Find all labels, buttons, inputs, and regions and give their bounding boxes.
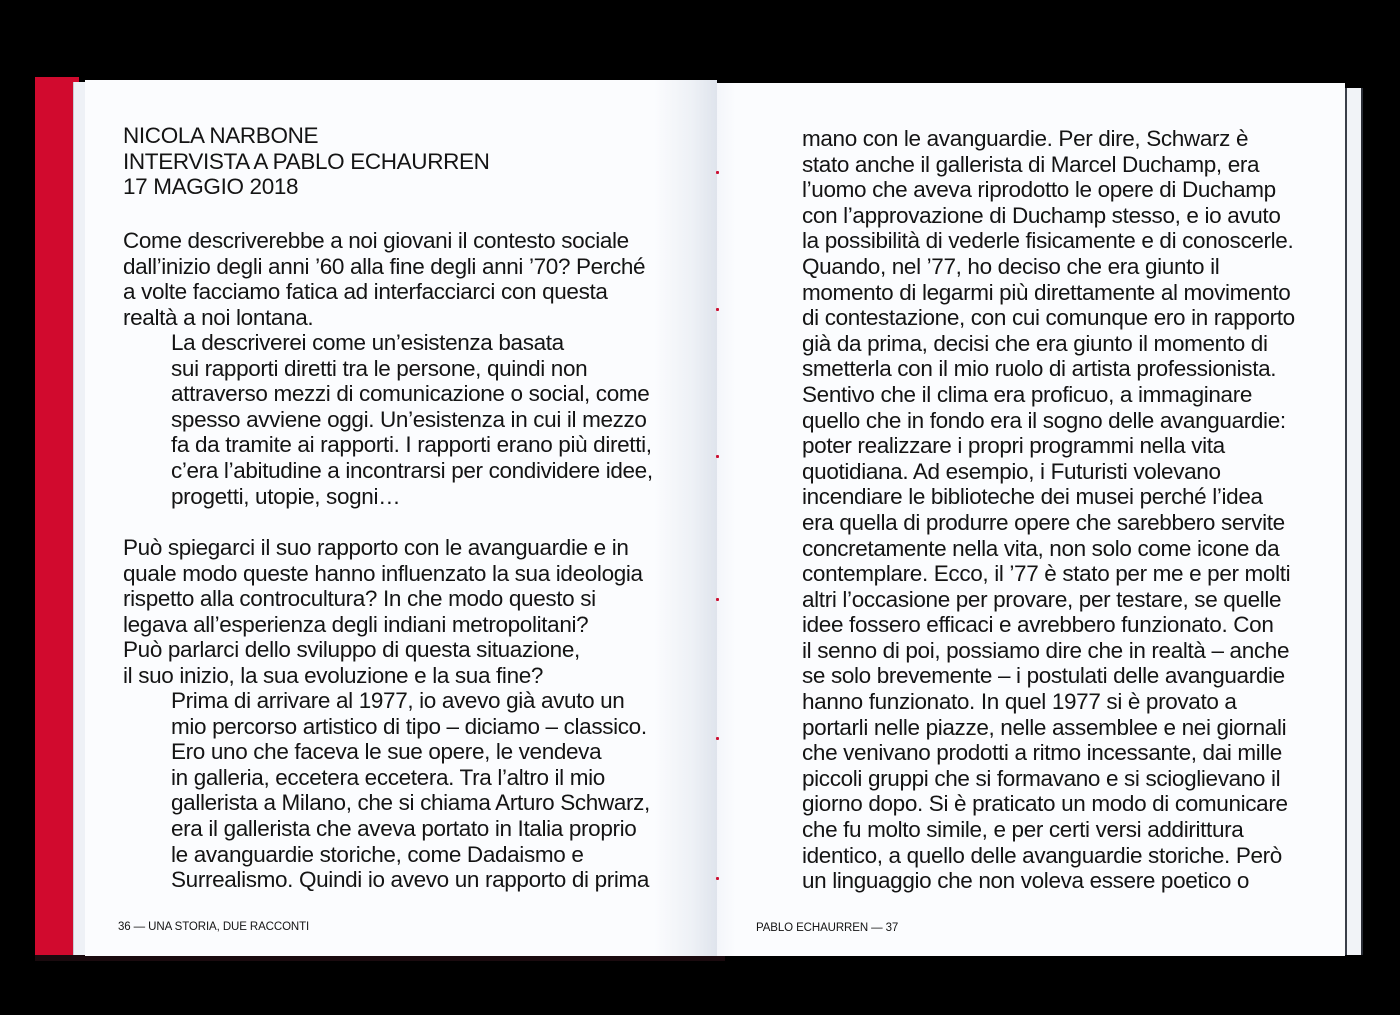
answer-line: Surrealismo. Quindi io avevo un rapporto di prima	[171, 867, 650, 893]
interview-header	[123, 123, 490, 200]
left-folio: 36 — UNA STORIA, DUE RACCONTI	[118, 921, 310, 933]
body-line: un linguaggio che non voleva essere poetico o	[802, 868, 1250, 894]
binding-stitch	[716, 171, 719, 174]
header-date: 17 MAGGIO 2018	[123, 174, 299, 200]
body-line: stato anche il gallerista di Marcel Duchamp, era	[802, 151, 1260, 177]
question-line: realtà a noi lontana.	[123, 304, 314, 330]
body-line: quotidiana. Ad esempio, i Futuristi volevano	[802, 458, 1221, 484]
answer-line: attraverso mezzi di comunicazione o social, come	[171, 381, 650, 407]
body-line: Quando, nel ’77, ho deciso che era giunto il	[802, 253, 1220, 279]
right-folio: PABLO ECHAURREN — 37	[756, 922, 899, 934]
answer-1	[121, 330, 653, 509]
body-line: giorno dopo. Si è praticato un modo di comunicare	[802, 791, 1288, 817]
body-line: hanno funzionato. In quel 1977 si è provato a	[802, 689, 1237, 715]
header-author: NICOLA NARBONE	[123, 123, 319, 148]
answer-line: fa da tramite ai rapporti. I rapporti erano più diretti,	[171, 432, 652, 458]
answer-line: sui rapporti diretti tra le persone, quindi non	[171, 355, 588, 381]
answer-line: Prima di arrivare al 1977, io avevo già avuto un	[171, 688, 625, 713]
body-line: altri l’occasione per provare, per testare, se quelle	[802, 586, 1282, 612]
binding-stitch	[716, 308, 719, 311]
body-line: che venivano prodotti a ritmo incessante, dai mille	[802, 740, 1282, 766]
body-line: quello che in fondo era il sogno delle avanguardie:	[802, 407, 1286, 433]
question-line: Può spiegarci il suo rapporto con le avanguardie e in	[123, 535, 629, 560]
answer-line: le avanguardie storiche, come Dadaismo e	[171, 841, 584, 867]
question-line: quale modo queste hanno influenzato la sua ideologia	[123, 560, 643, 586]
binding-stitch	[716, 737, 719, 740]
binding-stitch	[716, 598, 719, 601]
answer-line: in galleria, eccetera eccetera. Tra l’altro il mio	[171, 764, 605, 790]
question-line: legava all’esperienza degli indiani metropolitani?	[123, 611, 589, 637]
question-line: Può parlarci dello sviluppo di questa situazione,	[123, 637, 580, 663]
answer-line: gallerista a Milano, che si chiama Arturo Schwarz,	[171, 790, 650, 816]
body-line: piccoli gruppi che si formavano e si scioglievano il	[802, 765, 1281, 791]
body-line: mano con le avanguardie. Per dire, Schwarz è	[802, 126, 1249, 151]
question-2	[123, 535, 643, 689]
answer-line: La descriverei come un’esistenza basata	[171, 330, 564, 355]
body-line: se solo brevemente – i postulati delle avanguardie	[802, 663, 1285, 689]
body-line: il senno di poi, possiamo dire che in realtà – anche	[802, 637, 1290, 663]
answer-2	[121, 688, 650, 893]
answer-line: mio percorso artistico di tipo – diciamo – classico.	[171, 713, 647, 739]
question-line: il suo inizio, la sua evoluzione e la sua fine?	[123, 662, 544, 688]
question-1	[123, 228, 645, 330]
body-line: smetterla con il mio ruolo di artista professionista.	[802, 356, 1277, 382]
body-line: contemplare. Ecco, il ’77 è stato per me e per molti	[802, 561, 1291, 587]
answer-line: c’era l’abitudine a incontrarsi per condividere idee,	[171, 457, 653, 483]
body-line: incendiare le biblioteche dei musei perché l’idea	[802, 484, 1263, 510]
answer-line: era il gallerista che aveva portato in Italia proprio	[171, 815, 637, 841]
body-line: identico, a quello delle avanguardie storiche. Però	[802, 842, 1282, 868]
question-line: dall’inizio degli anni ’60 alla fine degli anni ’70? Perché	[123, 253, 646, 279]
body-line: l’uomo che aveva riprodotto le opere di Duchamp	[802, 177, 1276, 203]
body-line: già da prima, decisi che era giunto il momento di	[802, 330, 1268, 356]
body-line: la possibilità di vederle fisicamente e di conoscerle.	[802, 228, 1294, 254]
body-line: era quella di produrre opere che sarebbero servite	[802, 509, 1285, 535]
question-line: a volte facciamo fatica ad interfacciarci con questa	[123, 279, 608, 305]
body-line: concretamente nella vita, non solo come icone da	[802, 535, 1280, 561]
body-line: portarli nelle piazze, nelle assemblee e nei giornali	[802, 714, 1287, 740]
question-line: Come descriverebbe a noi giovani il contesto sociale	[123, 228, 629, 253]
header-title: INTERVISTA A PABLO ECHAURREN	[123, 148, 490, 174]
body-line: con l’approvazione di Duchamp stesso, e io avuto	[802, 202, 1281, 228]
body-line: poter realizzare i propri programmi nella vita	[802, 433, 1225, 459]
right-page-body	[802, 126, 1295, 894]
answer-line: spesso avviene oggi. Un’esistenza in cui il mezzo	[171, 406, 647, 432]
body-line: Sentivo che il clima era proficuo, a immaginare	[802, 381, 1253, 407]
right-page-stack-edge	[1345, 88, 1363, 955]
answer-line: Ero uno che faceva le sue opere, le vendeva	[171, 739, 602, 765]
body-line: idee fossero efficaci e avrebbero funzionato. Con	[802, 612, 1274, 638]
binding-stitch	[716, 877, 719, 880]
body-line: di contestazione, con cui comunque ero in rapporto	[802, 305, 1295, 331]
answer-line: progetti, utopie, sogni…	[171, 483, 401, 509]
body-line: momento di legarmi più direttamente al movimento	[802, 279, 1291, 305]
question-line: rispetto alla controcultura? In che modo questo si	[123, 586, 596, 612]
body-line: che fu molto simile, e per certi versi addirittura	[802, 817, 1244, 843]
binding-stitch	[716, 455, 719, 458]
